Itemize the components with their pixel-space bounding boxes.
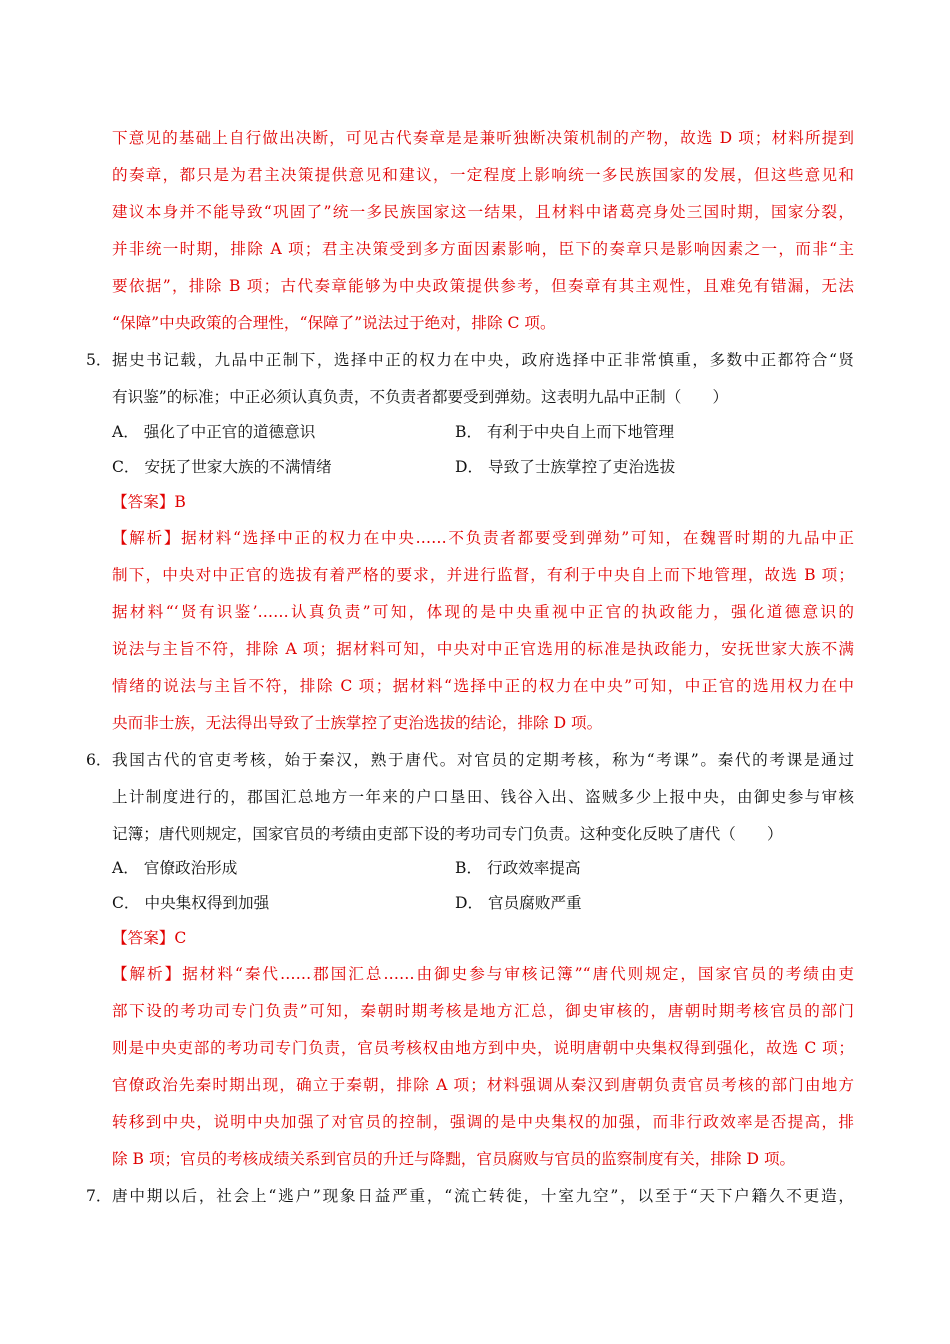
option-d: D． 官员腐败严重 bbox=[455, 894, 582, 912]
option-a: A． 官僚政治形成 bbox=[112, 859, 238, 877]
question-stem-line: 有识鉴”的标准；中正必须认真负责，不负责者都要受到弹劾。这表明九品中正制（ ） bbox=[112, 388, 729, 406]
analysis-line: 说法与主旨不符，排除 A 项；据材料可知，中央对中正官选用的标准是执政能力，安抚世家大族不满 bbox=[112, 640, 854, 658]
option-b: B． 行政效率提高 bbox=[455, 859, 581, 877]
question-stem-line: 我国古代的官吏考核，始于秦汉，熟于唐代。对官员的定期考核，称为“考课”。秦代的考课是通过 bbox=[112, 751, 854, 769]
analysis-line: 央而非士族，无法得出导致了士族掌控了吏治选拔的结论，排除 D 项。 bbox=[112, 714, 603, 732]
answer-label: 【答案】C bbox=[112, 929, 187, 947]
answer-label: 【答案】B bbox=[112, 493, 186, 511]
question-number: 5． bbox=[86, 351, 112, 369]
option-c: C． 安抚了世家大族的不满情绪 bbox=[112, 458, 332, 476]
question-stem-line: 上计制度进行的，郡国汇总地方一年来的户口垦田、钱谷入出、盗贼多少上报中央，由御史参与审核 bbox=[112, 788, 854, 806]
analysis-line: “保障”中央政策的合理性，“保障了”说法过于绝对，排除 C 项。 bbox=[112, 314, 556, 332]
option-a: A． 强化了中正官的道德意识 bbox=[112, 423, 316, 441]
analysis-line: 部下设的考功司专门负责”可知，秦朝时期考核是地方汇总，御史审核的，唐朝时期考核官员的部门 bbox=[112, 1002, 854, 1020]
analysis-line: 【解析】据材料“秦代……郡国汇总……由御史参与审核记簿”“唐代则规定，国家官员的考绩由吏 bbox=[112, 965, 854, 983]
option-c: C． 中央集权得到加强 bbox=[112, 894, 270, 912]
analysis-line: 官僚政治先秦时期出现，确立于秦朝，排除 A 项；材料强调从秦汉到唐朝负责官员考核的部门由地方 bbox=[112, 1076, 854, 1094]
analysis-line: 下意见的基础上自行做出决断，可见古代奏章是是兼听独断决策机制的产物，故选 D 项；材料所提到 bbox=[112, 129, 854, 147]
analysis-line: 制下，中央对中正官的选拔有着严格的要求，并进行监督，有利于中央自上而下地管理，故选 B 项； bbox=[112, 566, 854, 584]
question-stem-line: 唐中期以后，社会上“逃户”现象日益严重，“流亡转徙，十室九空”，以至于“天下户籍久不更造， bbox=[112, 1187, 854, 1205]
analysis-line: 要依据”，排除 B 项；古代奏章能够为中央政策提供参考，但奏章有其主观性，且难免有错漏，无法 bbox=[112, 277, 854, 295]
analysis-line: 并非统一时期，排除 A 项；君主决策受到多方面因素影响，臣下的奏章只是影响因素之一，而非“主 bbox=[112, 240, 854, 258]
analysis-line: 则是中央吏部的考功司专门负责，官员考核权由地方到中央，说明唐朝中央集权得到强化，故选 C 项； bbox=[112, 1039, 854, 1057]
analysis-line: 【解析】据材料“选择中正的权力在中央……不负责者都要受到弹劾”可知，在魏晋时期的九品中正 bbox=[112, 529, 854, 547]
analysis-line: 建议本身并不能导致“巩固了”统一多民族国家这一结果，且材料中诸葛亮身处三国时期，国家分裂， bbox=[112, 203, 854, 221]
option-b: B． 有利于中央自上而下地管理 bbox=[455, 423, 675, 441]
analysis-line: 据材料“‘贤有识鉴’……认真负责”可知，体现的是中央重视中正官的执政能力，强化道德意识的 bbox=[112, 603, 854, 621]
question-number: 6． bbox=[86, 751, 112, 769]
option-d: D． 导致了士族掌控了吏治选拔 bbox=[455, 458, 676, 476]
analysis-line: 情绪的说法与主旨不符，排除 C 项；据材料“选择中正的权力在中央”可知，中正官的选用权力在中 bbox=[112, 677, 854, 695]
analysis-line: 转移到中央，说明中央加强了对官员的控制，强调的是中央集权的加强，而非行政效率是否提高，排 bbox=[112, 1113, 854, 1131]
question-stem-line: 记簿；唐代则规定，国家官员的考绩由吏部下设的考功司专门负责。这种变化反映了唐代（ ） bbox=[112, 825, 783, 843]
question-stem-line: 据史书记载，九品中正制下，选择中正的权力在中央，政府选择中正非常慎重，多数中正都符合“贤 bbox=[112, 351, 854, 369]
analysis-line: 的奏章，都只是为君主决策提供意见和建议，一定程度上影响统一多民族国家的发展，但这些意见和 bbox=[112, 166, 854, 184]
question-number: 7． bbox=[86, 1187, 112, 1205]
analysis-line: 除 B 项；官员的考核成绩关系到官员的升迁与降黜，官员腐败与官员的监察制度有关，排除 D 项。 bbox=[112, 1150, 796, 1168]
